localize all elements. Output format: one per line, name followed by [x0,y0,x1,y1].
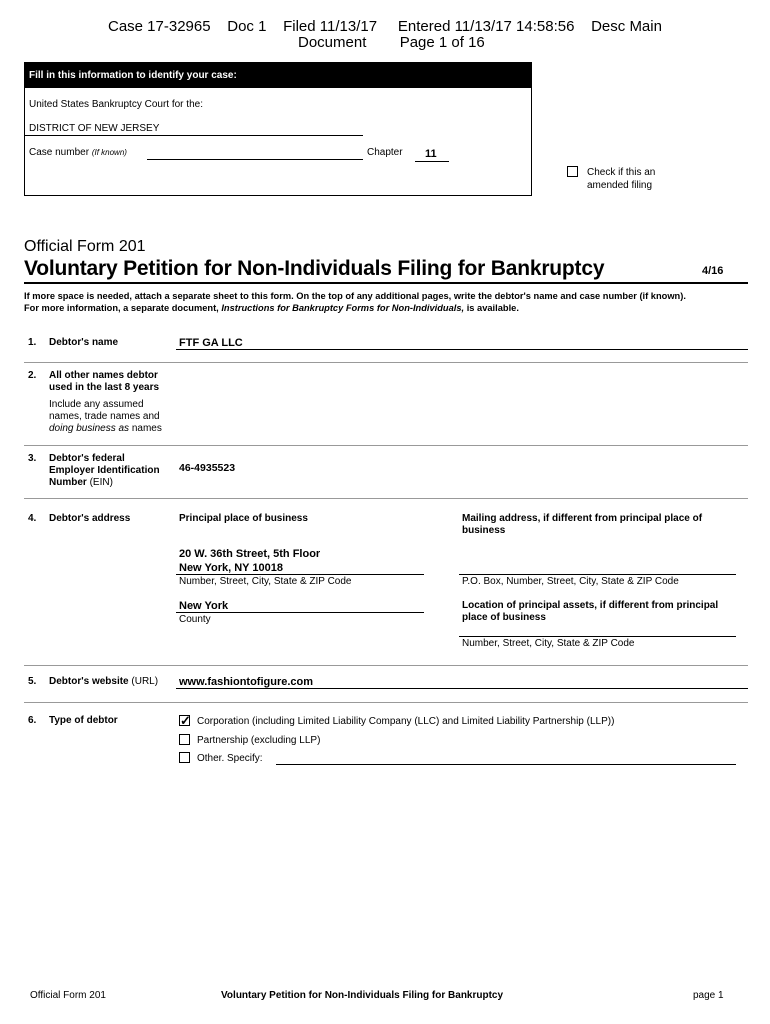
other-specify-field[interactable] [276,764,736,765]
q3-label-line-1: Debtor's federal [49,453,125,464]
header-line-2: Document Page 1 of 16 [298,34,485,51]
chapter-value[interactable]: 11 [425,148,437,160]
other-option-label: Other. Specify: [197,753,263,764]
partnership-option-label: Partnership (excluding LLP) [197,735,321,746]
case-info-box [24,62,532,196]
q6-number: 6. [28,715,37,726]
principal-city-value[interactable]: New York, NY 10018 [179,562,283,574]
principal-heading: Principal place of business [179,513,308,524]
amended-label-line-1: Check if this an [587,167,656,178]
district-value[interactable]: DISTRICT OF NEW JERSEY [29,123,160,134]
mailing-heading [462,513,702,537]
q5-label: Debtor's website (URL) [49,676,159,687]
mailing-heading-line-2: business [462,525,506,536]
amended-label [587,166,655,192]
form-intro [24,290,686,314]
location-address-caption: Number, Street, City, State & ZIP Code [462,638,635,649]
mailing-address-caption: P.O. Box, Number, Street, City, State & ZIP Code [462,576,679,587]
q5-number: 5. [28,676,37,687]
intro-line-1: If more space is needed, attach a separate sheet to this form. On the top of any additional pages, write the debtor's name and case number (if known). [24,291,686,301]
divider-5 [24,702,748,703]
location-heading [462,600,718,624]
case-number-label [29,147,127,158]
location-address-field[interactable] [459,636,736,637]
q3-number: 3. [28,453,37,464]
website-value[interactable]: www.fashiontofigure.com [179,676,314,688]
corporation-option-label: Corporation (including Limited Liability Company (LLC) and Limited Liability Partnership (LLP)) [197,716,615,727]
q3-label [49,453,160,489]
intro-line-2: For more information, a separate document, Instructions for Bankruptcy Forms for Non-Individuals, is available. [24,303,519,313]
divider-4 [24,665,748,666]
location-heading-line-1: Location of principal assets, if different from principal [462,600,719,611]
q2-note-line-3: doing business as names [49,423,162,434]
q2-note-line-2: names, trade names and [49,411,160,422]
debtor-name-field [176,349,748,350]
page-title: Voluntary Petition for Non-Individuals Filing for Bankruptcy [24,257,605,280]
q6-label: Type of debtor [49,715,118,726]
q2-label [49,370,162,435]
principal-address-caption: Number, Street, City, State & ZIP Code [179,576,352,587]
case-info-bar-title: Fill in this information to identify your case: [25,63,531,88]
website-field [176,688,748,689]
footer-page-number: page 1 [693,990,724,1001]
debtor-name-value[interactable]: FTF GA LLC [179,337,243,349]
footer-form-name: Official Form 201 [30,990,106,1001]
chapter-label: Chapter [367,147,403,158]
form-version: 4/16 [702,265,724,277]
principal-address-field [176,574,424,575]
amended-checkbox[interactable] [567,166,578,177]
case-number-label-text: Case number [29,147,90,158]
ein-value[interactable]: 46-4935523 [179,462,236,474]
q3-label-line-3: Number (EIN) [49,477,113,488]
partnership-checkbox[interactable] [179,734,190,745]
header-line-1: Case 17-32965 Doc 1 Filed 11/13/17 Entered 11/13/17 14:58:56 Desc Main [108,18,662,35]
q2-label-line-1: All other names debtor [49,370,158,381]
case-number-hint: (If known) [91,148,127,157]
mailing-address-field[interactable] [459,574,736,575]
q1-number: 1. [28,337,37,348]
amended-label-line-2: amended filing [587,180,653,191]
district-underline [25,135,363,136]
q2-label-line-2: used in the last 8 years [49,382,160,393]
q3-label-line-2: Employer Identification [49,465,160,476]
court-label: United States Bankruptcy Court for the: [29,99,203,110]
q1-label: Debtor's name [49,337,119,348]
q4-label: Debtor's address [49,513,131,524]
official-form-label: Official Form 201 [24,238,146,255]
q2-note-line-1: Include any assumed [49,399,144,410]
q2-number: 2. [28,370,37,381]
other-checkbox[interactable] [179,752,190,763]
title-rule [24,282,748,284]
county-caption: County [179,614,211,625]
divider-3 [24,498,748,499]
check-mark-icon: ✓ [180,713,191,728]
principal-street-value[interactable]: 20 W. 36th Street, 5th Floor [179,548,321,560]
q4-number: 4. [28,513,37,524]
county-value[interactable]: New York [179,600,229,612]
location-heading-line-2: place of business [462,612,546,623]
chapter-underline [415,161,449,162]
mailing-heading-line-1: Mailing address, if different from principal place of [462,513,703,524]
divider-1 [24,362,748,363]
case-number-field[interactable] [147,159,363,160]
county-field [176,612,424,613]
footer-title: Voluntary Petition for Non-Individuals Filing for Bankruptcy [221,990,504,1001]
divider-2 [24,445,748,446]
